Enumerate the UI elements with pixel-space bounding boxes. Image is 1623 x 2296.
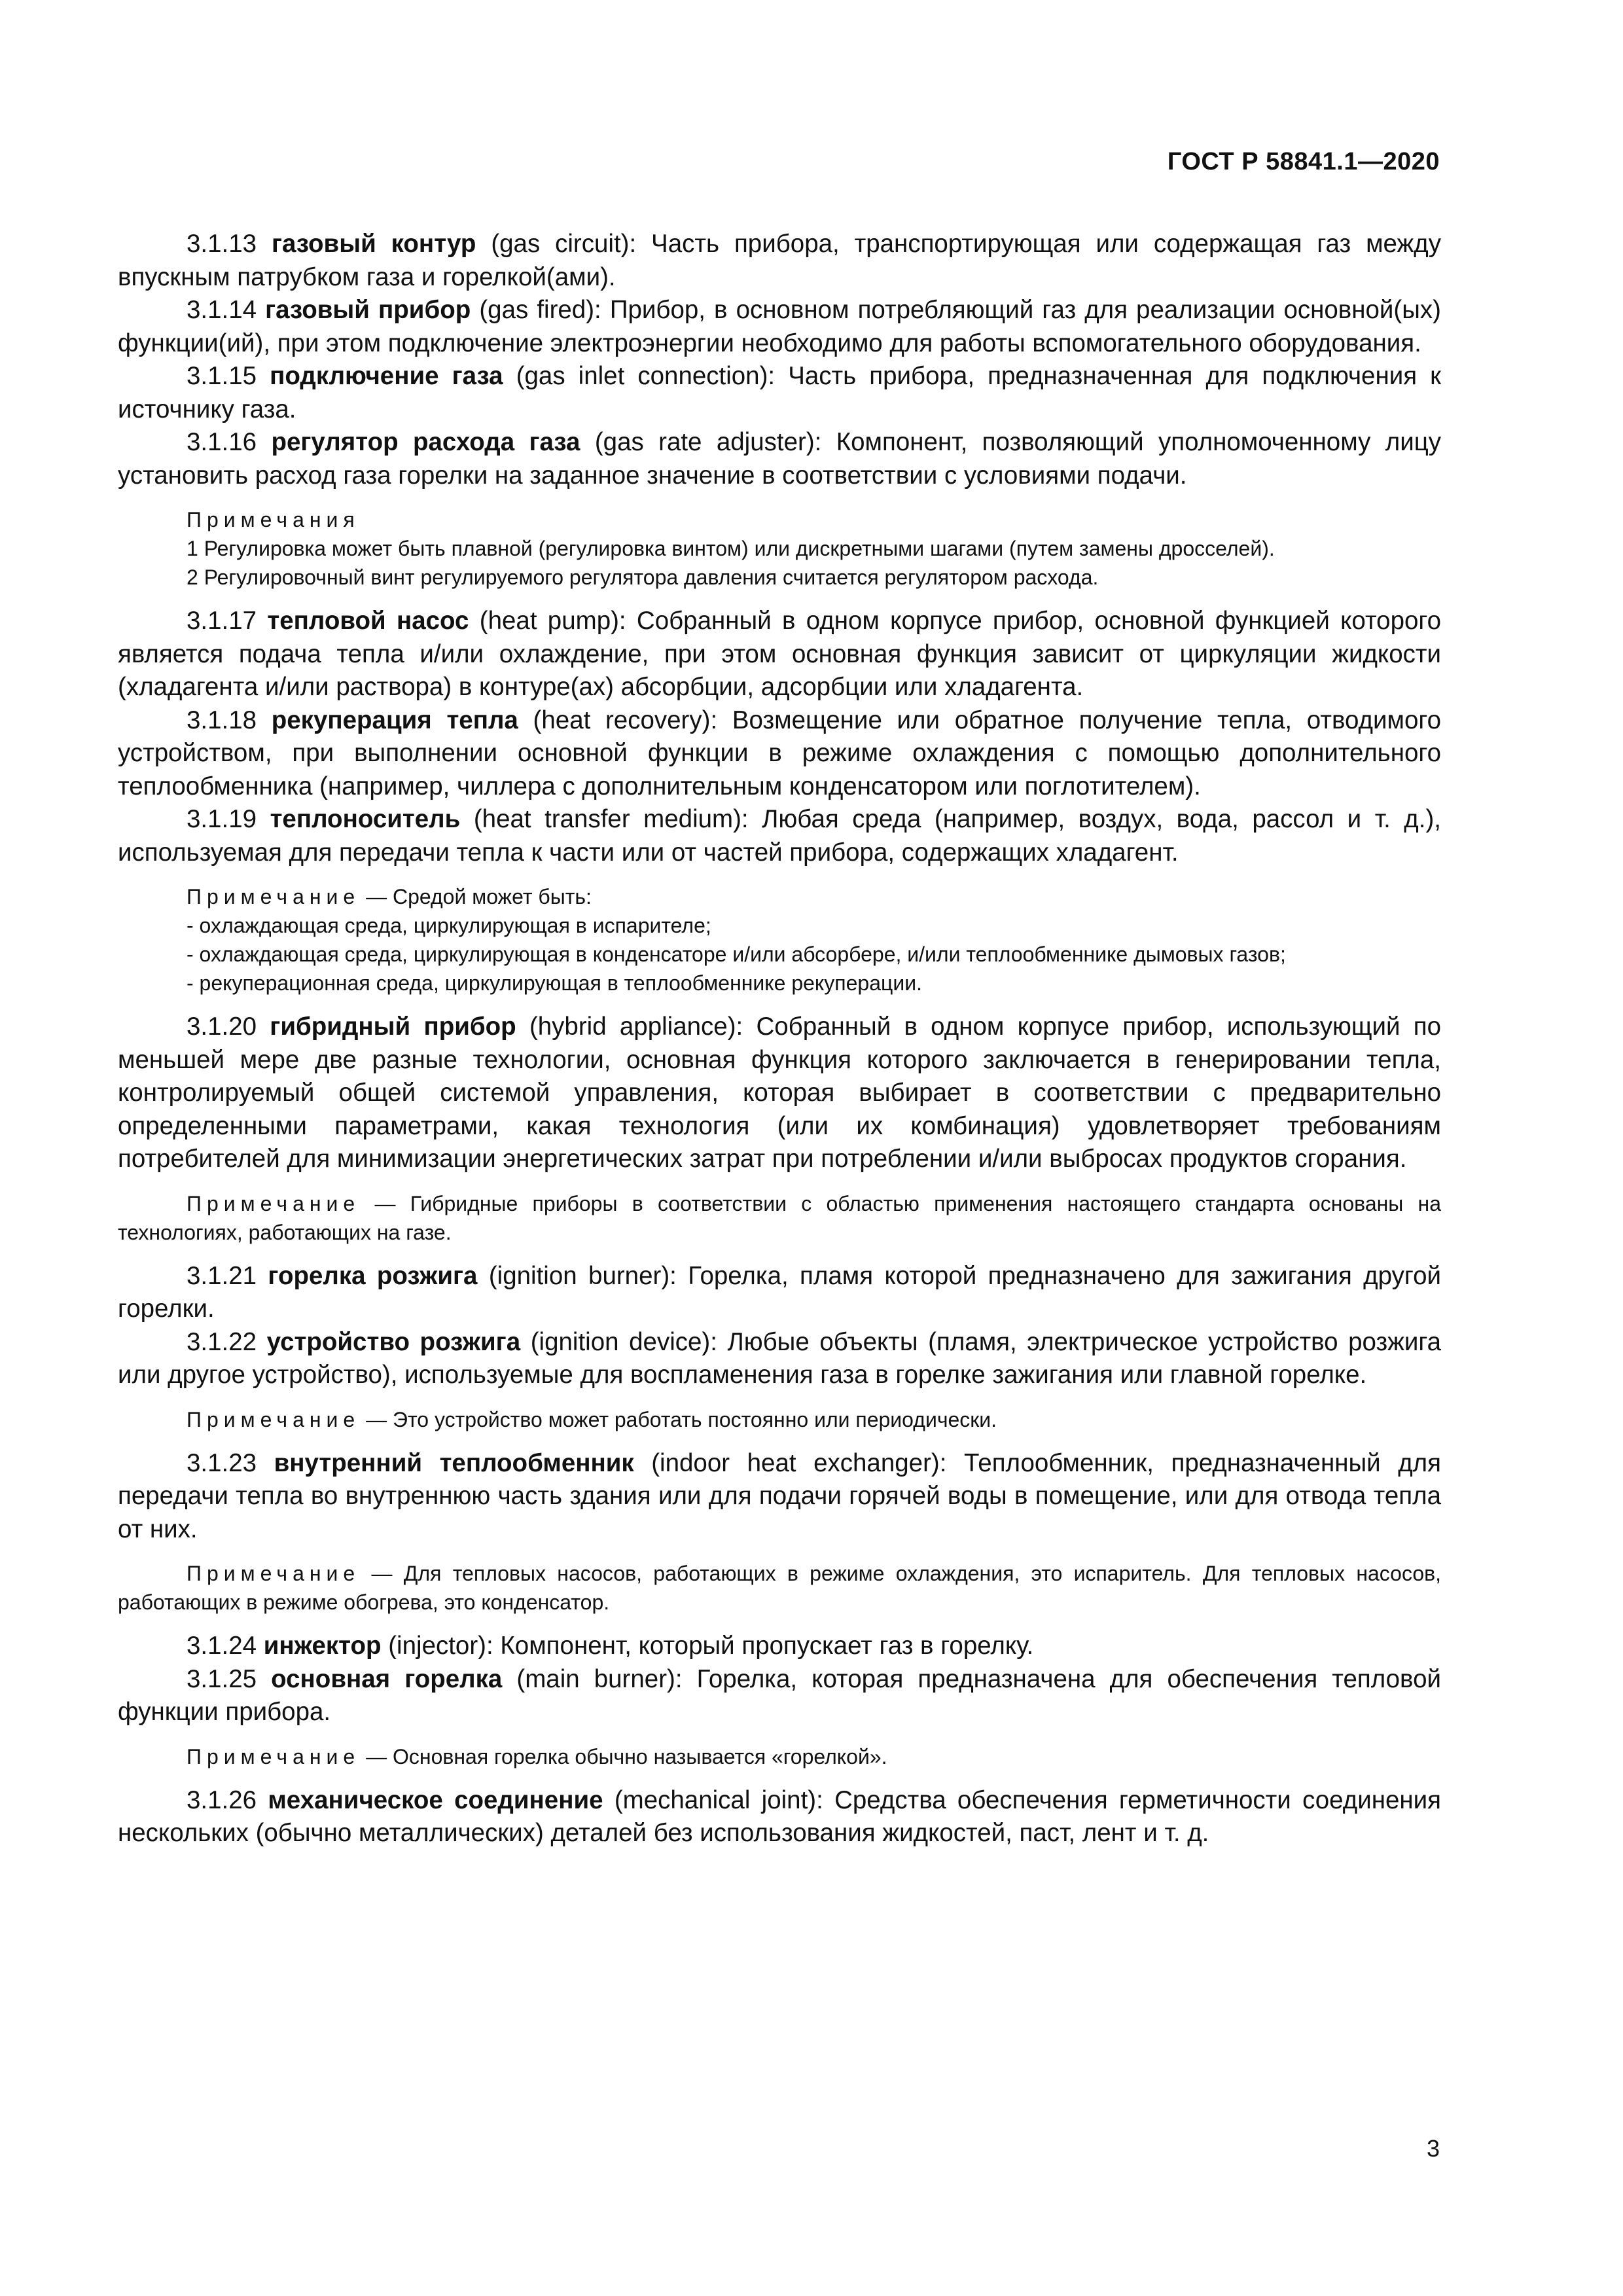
entry-term: подключение газа (270, 362, 503, 390)
entry-text: (ignition burner): Горелка, пламя которой предназначено для зажигания другой горелки. (118, 1261, 1441, 1323)
note-paragraph (118, 1189, 1441, 1247)
entry-text: (heat pump): Собранный в одном корпусе прибор, основной функцией которого является подача тепла и/или охлаждение, при этом основная функция зависит от циркуляции жидкости (хладагента и/или раствора) в контуре(ах) абсорбции, адсорбции или хладагента. (118, 607, 1442, 701)
entry-text: (ignition device): Любые объекты (пламя, электрическое устройство розжига или другое устройство), используемые для воспламенения газа в горелке зажигания или главной горелке. (118, 1327, 1441, 1389)
note-label: Примечание (187, 1191, 361, 1215)
note-label: Примечание (187, 1744, 361, 1768)
note-label: Примечание (187, 1407, 361, 1431)
entry-term: инжектор (263, 1632, 382, 1660)
entry-text: (indoor heat exchanger): Теплообменник, предназначенный для передачи тепла во внутреннюю часть здания или для подачи горячей воды в помещение, или для отвода тепла от них. (118, 1448, 1441, 1543)
entry-term: тепловой насос (267, 607, 469, 635)
entry-number: 3.1.23 (187, 1448, 257, 1477)
note-paragraph (118, 882, 1441, 911)
note-block (118, 882, 1441, 997)
note-text: — Это устройство может работать постоянно или периодически. (366, 1407, 997, 1431)
note-text: — Основная горелка обычно называется «горелкой». (366, 1744, 887, 1768)
term-entry (118, 605, 1441, 704)
entry-number: 3.1.24 (187, 1632, 257, 1660)
entry-number: 3.1.17 (187, 607, 257, 635)
term-entry (118, 1326, 1441, 1392)
term-entry (118, 1784, 1441, 1850)
entry-term: механическое соединение (268, 1785, 603, 1814)
note-item: - охлаждающая среда, циркулирующая в испарителе; (187, 914, 711, 937)
entry-term: основная горелка (271, 1664, 503, 1693)
entry-text: (gas rate adjuster): Компонент, позволяющий уполномоченному лицу установить расход газа горелки на заданное значение в соответствии с условиями подачи. (118, 428, 1442, 490)
note-text: — Для тепловых насосов, работающих в режиме охлаждения, это испаритель. Для тепловых насосов, работающих в режиме обогрева, это конденсатор. (118, 1562, 1442, 1614)
note-block (118, 1405, 1441, 1434)
note-heading: Примечания (187, 508, 360, 531)
entry-number: 3.1.22 (187, 1327, 257, 1356)
entry-text: (gas fired): Прибор, в основном потребляющий газ для реализации основной(ых) функции(ий), при этом подключение электроэнергии необходимо для работы вспомогательного оборудования. (118, 296, 1441, 357)
note-text: — Средой может быть: (366, 885, 592, 908)
term-entry (118, 704, 1441, 804)
entry-term: устройство розжига (266, 1327, 521, 1356)
term-entry (118, 803, 1441, 869)
note-block (118, 505, 1441, 592)
entry-term: горелка розжига (268, 1261, 478, 1290)
entry-text: (heat recovery): Возмещение или обратное получение тепла, отводимого устройством, при выполнении основной функции в режиме охлаждения с помощью дополнительного теплообменника (например, чиллера с дополнительным конденсатором или поглотителем). (118, 706, 1442, 800)
entry-text: (hybrid appliance): Собранный в одном корпусе прибор, использующий по меньшей мере две разные технологии, основная функция которого заключается в генерировании тепла, контролируемый общей системой управления, которая выбирает в соответствии с предварительно определенными параметрами, какая технология (или их комбинация) удовлетворяет требованиям потребителей для минимизации энергетических затрат при потреблении и/или выбросах продуктов сгорания. (118, 1013, 1442, 1173)
entry-text: (gas inlet connection): Часть прибора, предназначенная для подключения к источнику газа. (118, 362, 1441, 423)
note-item: 2 Регулировочный винт регулируемого регулятора давления считается регулятором расхода. (187, 565, 1099, 589)
entry-term: регулятор расхода газа (271, 428, 580, 456)
note-block (118, 1742, 1441, 1771)
note-label: Примечание (187, 1562, 361, 1585)
entry-term: рекуперация тепла (271, 706, 518, 734)
entry-number: 3.1.21 (187, 1261, 257, 1290)
note-paragraph (118, 1559, 1441, 1617)
entry-number: 3.1.20 (187, 1013, 257, 1041)
entry-term: гибридный прибор (270, 1013, 516, 1041)
entry-number: 3.1.19 (187, 805, 257, 833)
entry-text: (injector): Компонент, который пропускает газ в горелку. (388, 1632, 1034, 1660)
term-entry (118, 360, 1441, 426)
entry-text: (gas circuit): Часть прибора, транспортирующая или содержащая газ между впускным патрубком газа и горелкой(ами). (118, 230, 1441, 291)
entry-number: 3.1.14 (187, 296, 257, 324)
note-item: - рекуперационная среда, циркулирующая в теплообменнике рекуперации. (187, 971, 922, 995)
term-entry (118, 1011, 1441, 1176)
term-entry (118, 1663, 1441, 1729)
term-entry (118, 1260, 1441, 1326)
term-entry (118, 294, 1441, 360)
term-entry (118, 1447, 1441, 1547)
entry-term: теплоноситель (270, 805, 461, 833)
note-block (118, 1189, 1441, 1247)
entry-number: 3.1.16 (187, 428, 257, 456)
page-number: 3 (1426, 2135, 1440, 2162)
entry-term: газовый контур (271, 230, 476, 258)
note-paragraph (118, 1742, 1441, 1771)
note-text: — Гибридные приборы в соответствии с областью применения настоящего стандарта основаны на технологиях, работающих на газе. (118, 1191, 1442, 1244)
entry-number: 3.1.18 (187, 706, 257, 734)
term-entry (118, 426, 1441, 492)
note-paragraph (118, 1405, 1441, 1434)
term-entry (118, 1630, 1441, 1663)
entry-text: (main burner): Горелка, которая предназначена для обеспечения тепловой функции прибора. (118, 1664, 1441, 1726)
document-id: ГОСТ Р 58841.1—2020 (1167, 148, 1440, 175)
entry-number: 3.1.13 (187, 230, 257, 258)
entry-text: (mechanical joint): Средства обеспечения герметичности соединения нескольких (обычно металлических) деталей без использования жидкостей, паст, лент и т. д. (118, 1785, 1442, 1847)
entry-number: 3.1.25 (187, 1664, 257, 1693)
entry-text: (heat transfer medium): Любая среда (например, воздух, вода, рассол и т. д.), используемая для передачи тепла к части или от частей прибора, содержащих хладагент. (118, 805, 1441, 867)
note-item: 1 Регулировка может быть плавной (регулировка винтом) или дискретными шагами (путем замены дросселей). (187, 537, 1275, 560)
note-block (118, 1559, 1441, 1617)
note-label: Примечание (187, 885, 361, 908)
term-entry (118, 228, 1441, 294)
note-item: - охлаждающая среда, циркулирующая в конденсаторе и/или абсорбере, и/или теплообменнике дымовых газов; (187, 942, 1286, 966)
entry-number: 3.1.15 (187, 362, 257, 390)
entry-term: внутренний теплообменник (274, 1448, 634, 1477)
entry-term: газовый прибор (265, 296, 471, 324)
entry-number: 3.1.26 (187, 1785, 257, 1814)
document-body (118, 228, 1441, 1850)
